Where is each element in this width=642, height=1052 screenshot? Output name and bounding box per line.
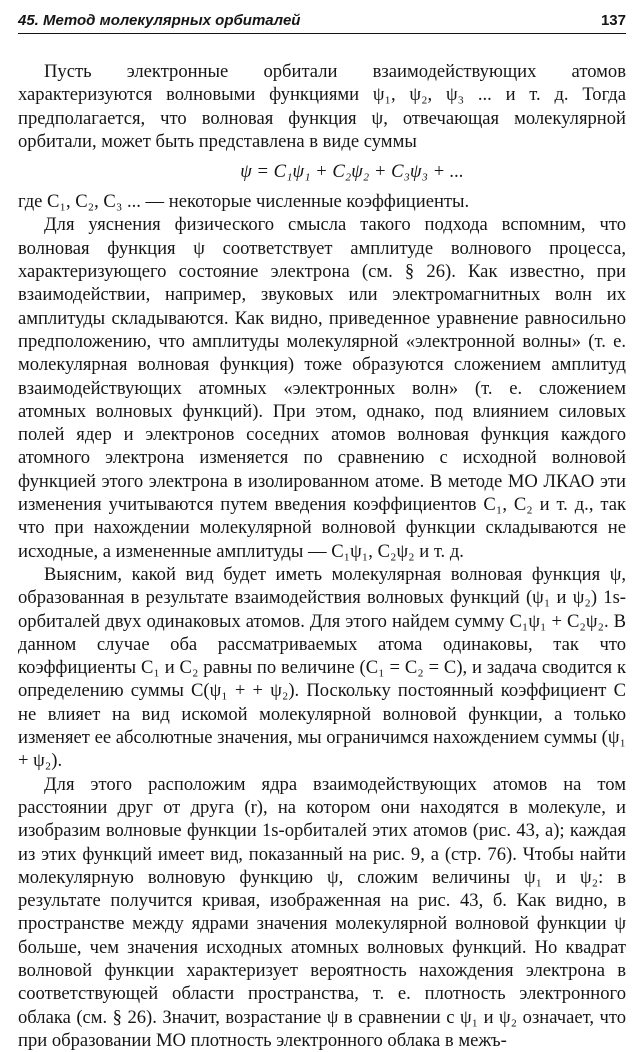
- running-header: [18, 12, 626, 34]
- paragraph: Пусть электронные орбитали взаимодействующих атомов характеризуются волновыми функциями ψ₁, ψ₂, ψ₃ ... и т. д. Тогда предполагается, что волновая функция ψ, отвечающая молекулярной орбитали, может быть представлена в виде суммы: [18, 61, 626, 152]
- paragraph: Для этого расположим ядра взаимодействующих атомов на том расстоянии друг от друга (r), на котором они находятся в молекуле, и изобразим волновые функции 1s-орбиталей этих атомов (рис. 43, а); каждая из этих функций имеет вид, показанный на рис. 9, а (стр. 76). Чтобы найти молекулярную волновую функцию ψ, сложим величины ψ₁ и ψ₂: в результате получится кривая, изображенная на рис. 43, б. Как видно, в пространстве между ядрами значения молекулярной волновой функции ψ больше, чем значения исходных атомных волновых функций. Но квадрат волновой функции характеризует вероятность нахождения электрона в соответствующей области пространства, т. е. плотность электронного облака (см. § 26). Значит, возрастание ψ в сравнении с ψ₁ и ψ₂ означает, что при образовании МО плотность электронного облака в межъ-: [18, 773, 626, 1051]
- paragraph: Выясним, какой вид будет иметь молекулярная волновая функция ψ, образованная в результате взаимодействия волновых функций (ψ₁ и ψ₂) 1s-орбиталей двух одинаковых атомов. Для этого найдем сумму C₁ψ₁ + C₂ψ₂. В данном случае оба рассматриваемых атома одинаковы, так что коэффициенты C₁ и C₂ равны по величине (C₁ = C₂ = C), и задача сводится к определению суммы C(ψ₁ + + ψ₂). Поскольку постоянный коэффициент C не влияет на вид искомой молекулярной волновой функции, а только изменяет ее абсолютные значения, мы ограничимся нахождением суммы (ψ₁ + ψ₂).: [18, 563, 626, 772]
- body-text: [18, 60, 626, 1052]
- paragraph: где C₁, C₂, C₃ ... — некоторые численные коэффициенты.: [18, 191, 470, 213]
- formula: ψ = C₁ψ₁ + C₂ψ₂ + C₃ψ₃ + ...: [240, 161, 464, 183]
- page-number: 137: [600, 12, 626, 29]
- section-title: 45. Метод молекулярных орбиталей: [18, 12, 301, 29]
- paragraph: Для уяснения физического смысла такого подхода вспомним, что волновая функция ψ соответствует амплитуде волнового процесса, характеризующего состояние электрона (см. § 26). Как известно, при взаимодействии, например, звуковых или электромагнитных волн их амплитуды складываются. Как видно, приведенное уравнение равносильно предположению, что амплитуды молекулярной «электронной волны» (т. е. молекулярная волновая функция) тоже образуются сложением амплитуд взаимодействующих атомных «электронных волн» (т. е. сложением атомных волновых функций). При этом, однако, под влиянием силовых полей ядер и электронов соседних атомов волновая функция каждого атомного электрона изменяется по сравнению с исходной волновой функцией этого электрона в изолированном атоме. В методе МО ЛКАО эти изменения учитываются путем введения коэффициентов C₁, C₂ и т. д., так что при нахождении молекулярной волновой функции складываются не исходные, а измененные амплитуды — C₁ψ₁, C₂ψ₂ и т. д.: [18, 214, 626, 562]
